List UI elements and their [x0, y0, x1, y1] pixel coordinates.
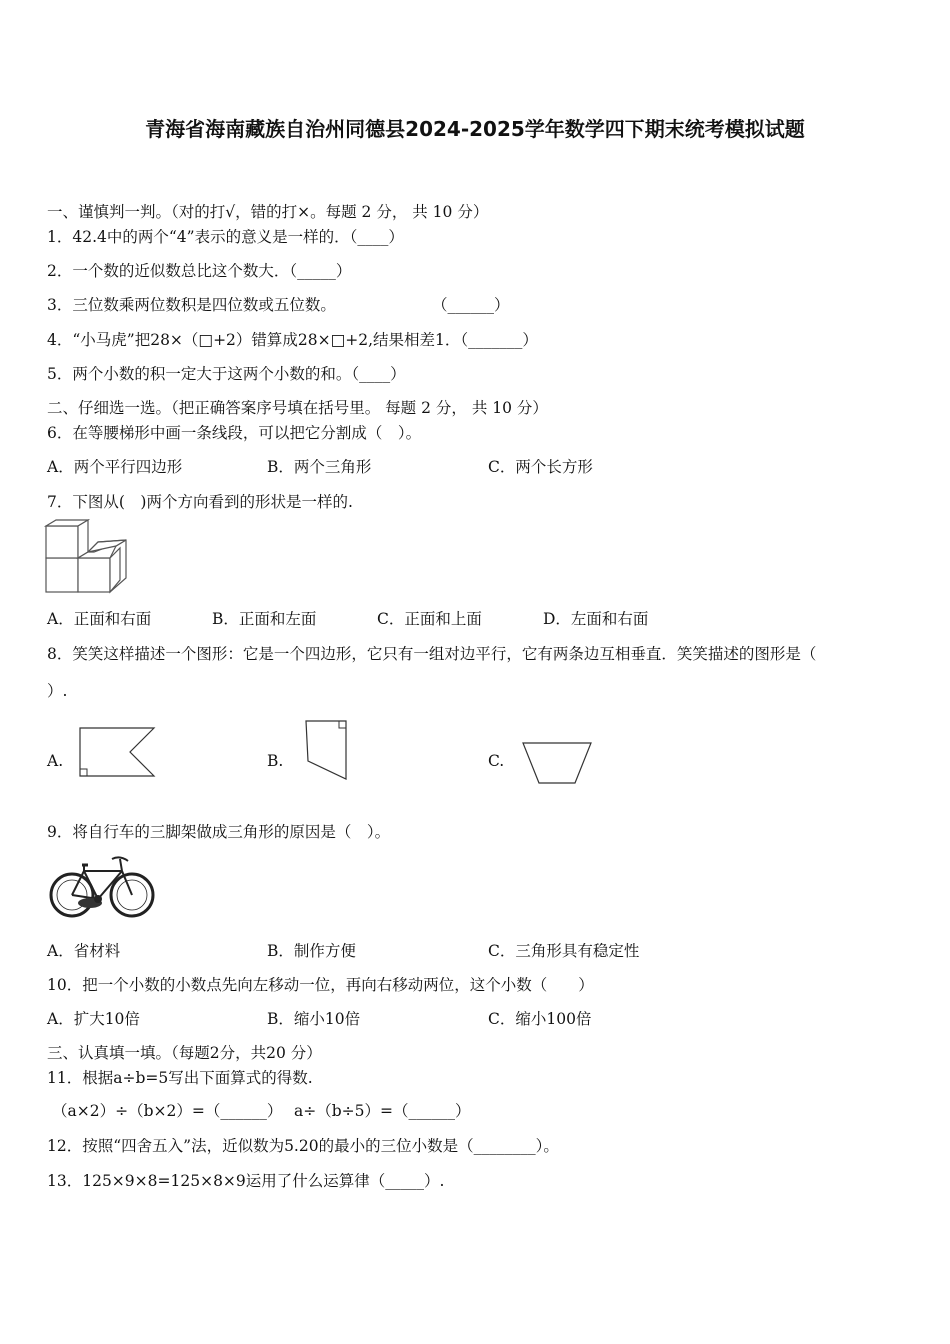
question-7-option-d: D．左面和右面 [543, 610, 649, 628]
question-7-option-c: C．正面和上面 [377, 610, 482, 628]
page-title: 青海省海南藏族自治州同德县2024-2025学年数学四下期末统考模拟试题 [145, 117, 805, 141]
question-6-option-c: C．两个长方形 [488, 458, 593, 476]
question-10-option-a: A．扩大10倍 [47, 1010, 140, 1028]
question-5: 5．两个小数的积一定大于这两个小数的和。（____） [47, 365, 406, 383]
question-2: 2．一个数的近似数总比这个数大．（_____） [47, 262, 352, 280]
question-6-option-a: A．两个平行四边形 [47, 458, 183, 476]
question-9-option-c: C．三角形具有稳定性 [488, 942, 640, 960]
question-7-option-b: B．正面和左面 [212, 610, 317, 628]
question-8-line-1: 8．笑笑这样描述一个图形：它是一个四边形，它只有一组对边平行，它有两条边互相垂直．笑笑描述的图形是（ [47, 645, 817, 663]
cube-stack-figure [44, 518, 134, 598]
question-11-expression-2: a÷（b÷5）=（______） [294, 1102, 471, 1120]
question-3: 3．三位数乘两位数积是四位数或五位数。 [47, 296, 336, 314]
question-7: 7．下图从( )两个方向看到的形状是一样的. [47, 493, 353, 511]
question-8-option-b: B. [267, 752, 284, 770]
question-9: 9．将自行车的三脚架做成三角形的原因是（ ）。 [47, 823, 391, 841]
question-7-option-a: A．正面和右面 [47, 610, 152, 628]
question-8-line-2: ）. [47, 682, 68, 700]
shape-c-figure [521, 740, 595, 786]
question-8-option-a: A. [47, 752, 64, 770]
question-10-option-c: C．缩小100倍 [488, 1010, 592, 1028]
question-9-option-b: B．制作方便 [267, 942, 356, 960]
question-10-option-b: B．缩小10倍 [267, 1010, 361, 1028]
question-10: 10．把一个小数的小数点先向左移动一位，再向右移动两位，这个小数（ ） [47, 976, 594, 994]
question-13: 13．125×9×8=125×8×9运用了什么运算律（_____）. [47, 1172, 445, 1190]
shape-b-figure [302, 719, 352, 781]
question-3-blank: （______） [432, 296, 510, 314]
question-11: 11．根据a÷b=5写出下面算式的得数. [47, 1069, 313, 1087]
question-9-option-a: A．省材料 [47, 942, 121, 960]
question-8-option-c: C. [488, 752, 505, 770]
section-2-heading: 二、仔细选一选。（把正确答案序号填在括号里。 每题 2 分， 共 10 分） [47, 399, 548, 417]
section-3-heading: 三、认真填一填。（每题2分，共20 分） [47, 1044, 322, 1062]
question-12: 12．按照“四舍五入”法，近似数为5.20的最小的三位小数是（________）。 [47, 1137, 559, 1155]
question-6-option-b: B．两个三角形 [267, 458, 372, 476]
question-4: 4．“小马虎”把28×（□+2）错算成28×□+2,结果相差1．（_______） [47, 331, 538, 349]
section-1-heading: 一、谨慎判一判。（对的打√，错的打×。每题 2 分， 共 10 分） [47, 203, 489, 221]
question-6: 6．在等腰梯形中画一条线段，可以把它分割成（ ）。 [47, 424, 422, 442]
question-1: 1．42.4中的两个“4”表示的意义是一样的．（____） [47, 228, 404, 246]
shape-a-figure [78, 726, 158, 780]
bicycle-figure [48, 853, 158, 921]
question-11-expression-1: （a×2）÷（b×2）=（______） [52, 1102, 283, 1120]
